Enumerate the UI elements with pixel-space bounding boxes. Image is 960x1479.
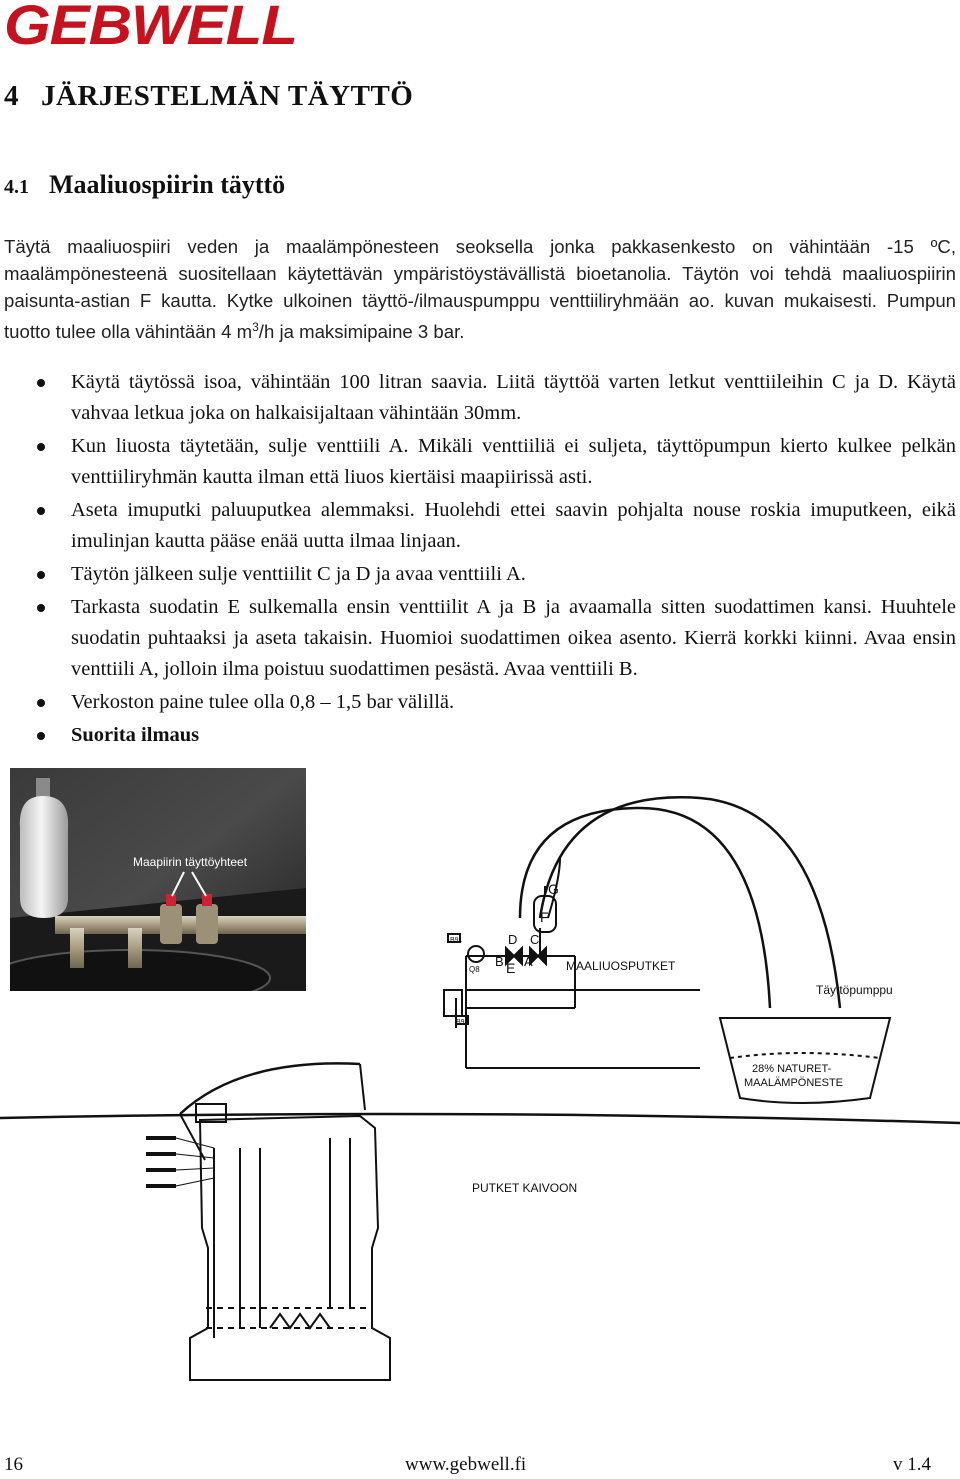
bullet-icon xyxy=(37,507,45,515)
label-pump: Täyttöpumppu xyxy=(816,983,893,997)
subsection-heading xyxy=(4,170,285,200)
label-f: F xyxy=(540,909,549,925)
subsection-title: Maaliuospiirin täyttö xyxy=(49,170,286,199)
intro-paragraph xyxy=(4,233,956,345)
label-mix-line2: MAALÄMPÖNESTE xyxy=(744,1077,844,1089)
well-tank-body xyxy=(190,1116,390,1380)
hose-line xyxy=(540,797,840,1008)
subsection-number: 4.1 xyxy=(4,176,29,198)
label-q8: Q8 xyxy=(469,965,480,974)
intro-text-end: /h ja maksimipaine 3 bar. xyxy=(258,321,465,343)
version-label: v 1.4 xyxy=(893,1454,931,1475)
filling-tub xyxy=(720,1018,890,1103)
bullet-icon xyxy=(37,732,45,740)
list-item xyxy=(0,431,956,493)
label-b92: B92 xyxy=(456,1019,469,1026)
footer-url[interactable]: www.gebwell.fi xyxy=(405,1454,527,1475)
instruction-list xyxy=(0,367,956,753)
list-item-text: Suorita ilmaus xyxy=(71,724,200,746)
list-item xyxy=(0,592,956,685)
label-c: C xyxy=(530,932,540,947)
hose-line xyxy=(520,808,770,1008)
list-item-text: Verkoston paine tulee olla 0,8 – 1,5 bar välillä. xyxy=(71,691,455,713)
bullet-icon xyxy=(37,604,45,612)
ground-line xyxy=(0,1114,960,1123)
label-b: B xyxy=(495,954,504,969)
section-title: JÄRJESTELMÄN TÄYTTÖ xyxy=(41,80,414,112)
label-b91: B91 xyxy=(450,937,463,944)
list-item-text: Käytä täytössä isoa, vähintään 100 litran saavia. Liitä täyttöä varten letkut venttiileihin C ja D. Käytä vahvaa letkua joka on halkaisijaltaan vähintään 30mm. xyxy=(71,371,956,424)
installation-diagram xyxy=(0,768,960,1448)
list-item-text: Tarkasta suodatin E sulkemalla ensin venttiilit A ja B ja avaamalla sitten suodattimen kansi. Huuhtele suodatin puhtaaksi ja aseta takaisin. Huomioi suodattimen oikea asento. Kierrä korkki kiinni. Avaa ensin venttiili A, jolloin ilma poistuu suodattimen pesästä. Avaa venttiili B. xyxy=(71,596,956,680)
gebwell-logo: GEBWELL xyxy=(4,0,297,57)
page-number: 16 xyxy=(4,1454,23,1475)
pump-icon xyxy=(468,946,484,962)
bullet-icon xyxy=(37,699,45,707)
list-item-text: Aseta imuputki paluuputkea alemmaksi. Huolehdi ettei saavin pohjalta nouse roskia imuputkeen, eikä imulinjan kautta pääse enää uutta ilmaa linjaan. xyxy=(71,499,956,552)
intro-superscript: 3 xyxy=(252,320,259,334)
label-mix-line1: 28% NATURET- xyxy=(752,1063,832,1075)
photo-caption: Maapiirin täyttöyhteet xyxy=(133,855,248,869)
label-pipe: MAALIUOSPUTKET xyxy=(566,959,676,973)
well-lid xyxy=(180,1063,360,1114)
bullet-icon xyxy=(37,571,45,579)
bullet-icon xyxy=(37,379,45,387)
label-d: D xyxy=(508,932,518,947)
label-g: G xyxy=(548,881,559,897)
list-item xyxy=(0,367,956,429)
list-item-text: Kun liuosta täytetään, sulje venttiili A. Mikäli venttiiliä ei suljeta, täyttöpumpun kierto kulkee pelkän venttiiliryhmän kautta ilman että liuos kiertäisi maapiirissä asti. xyxy=(71,435,956,488)
list-item xyxy=(0,495,956,557)
section-number: 4 xyxy=(4,80,19,112)
bullet-icon xyxy=(37,443,45,451)
list-item-text: Täytön jälkeen sulje venttiilit C ja D ja avaa venttiili A. xyxy=(71,563,526,585)
intro-text: Täytä maaliuospiiri veden ja maalämpönesteen seoksella jonka pakkasenkesto on vähintään -15 ºC, maalämpönesteenä suositellaan käytettävän ympäristöystävällistä bioetanolia. Täytön voi tehdä maaliuospiirin paisunta-astian F kautta. Kytke ulkoinen täyttö-/ilmauspumppu venttiiliryhmään ao. kuvan mukaisesti. Pumpun tuotto tulee olla vähintään 4 m xyxy=(4,236,956,343)
section-heading xyxy=(4,80,413,113)
list-item xyxy=(0,559,956,590)
list-item xyxy=(0,720,956,751)
label-e: E xyxy=(506,960,516,976)
label-a: A xyxy=(524,954,533,969)
label-well: PUTKET KAIVOON xyxy=(472,1181,578,1195)
list-item xyxy=(0,687,956,718)
